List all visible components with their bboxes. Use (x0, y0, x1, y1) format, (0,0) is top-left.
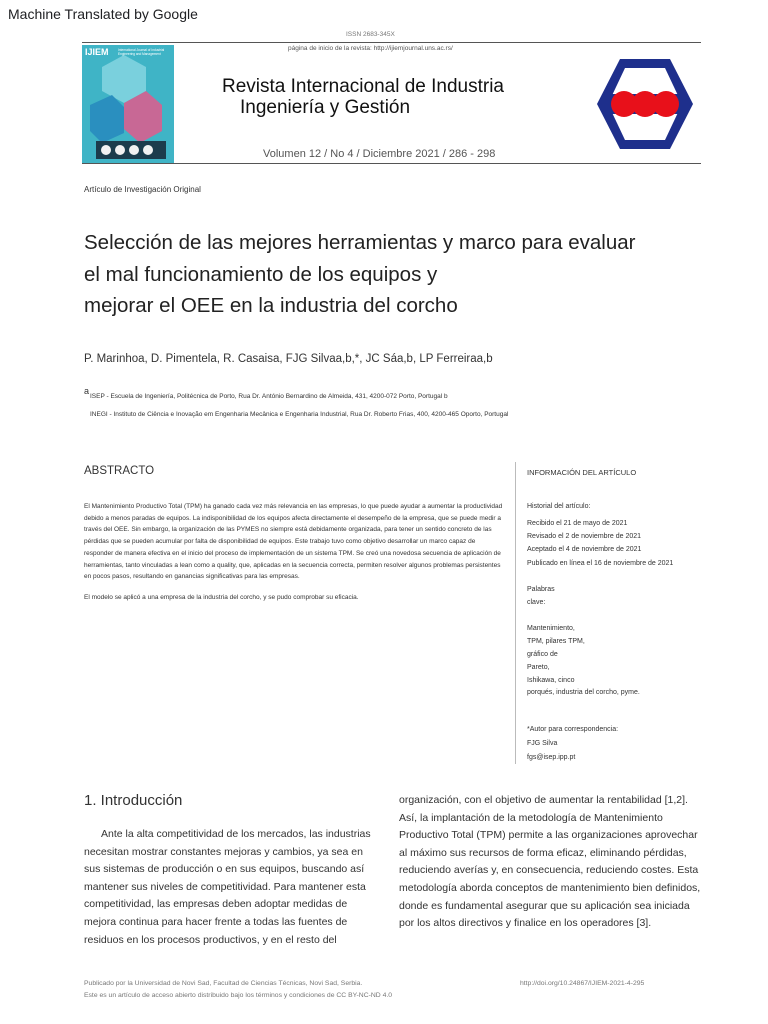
issn: ISSN 2683-345X (346, 31, 395, 38)
title-line: Selección de las mejores herramientas y marco para evaluar (84, 231, 636, 254)
article-title (84, 227, 635, 322)
corresponding-author-label: *Autor para correspondencia: (527, 726, 619, 733)
corresponding-author-email: fgs@isep.ipp.pt (527, 754, 576, 761)
keyword-line: porqués, industria del corcho, pyme. (527, 689, 640, 696)
keywords-label: clave: (527, 599, 546, 606)
accepted-date: Aceptado el 4 de noviembre de 2021 (527, 546, 642, 553)
received-date: Recibido el 21 de mayo de 2021 (527, 520, 628, 527)
online-date: Publicado en línea el 16 de noviembre de 2021 (527, 560, 674, 567)
section-heading-introduction: 1. Introducción (84, 792, 183, 809)
revised-date: Revisado el 2 de noviembre de 2021 (527, 533, 642, 540)
journal-cover-image (82, 45, 174, 163)
history-label: Historial del artículo: (527, 503, 591, 510)
affiliation-marker: a (84, 386, 90, 396)
footer-license: Este es un artículo de acceso abierto distribuido bajo los términos y condiciones de CC BY-NC-ND 4.0 (84, 992, 393, 999)
intro-right-column: organización, con el objetivo de aumentar la rentabilidad [1,2]. Así, la implantación de la metodología de Mantenimiento Productivo Total (TPM) permite a las organizaciones aprovechar al máximo sus recursos de forma eficaz, eliminando pérdidas, reduciendo averías y, en consecuencia, reduciendo costes. Esta metodología aborda conceptos de mantenimiento bien definidos, donde es fundamental asegurar que su aplicación sea iniciada por los altos directivos y finalice en los operadores [3]. (399, 794, 701, 930)
abstract-paragraph: El modelo se aplicó a una empresa de la industria del corcho, y se pudo comprobar su eficacia. (84, 593, 359, 601)
abstract-paragraph: El Mantenimiento Productivo Total (TPM) ha ganado cada vez más relevancia en las empresas, lo que puede ayudar a aumentar la productividad debido a menos paradas de equipos. La indisponibilidad de los equipos afecta directamente el desempeño de la empresa, que se puede medir a través del OEE. Sin embargo, la organización de las PYMES no siempre está debidamente organizada, para tener un sentido concreto de las pérdidas que se pueden acumular por falta de disponibilidad de equipos. Este trabajo tuvo como objetivo desarrollar un marco capaz de responder de manera efectiva en el inicio del proceso de implementación de un sistema TPM. Se creó una novedosa secuencia de aplicación de herramientas, tanto vinculadas a lean como a quality, que, aplicadas en la secuencia correcta, permiten resolver algunos problemas persistentes en pocos pasos, resultando en ganancias significativas para las empresas. (84, 503, 503, 581)
cover-subtitle: International Journal of Industrial Engineering and Management (118, 48, 165, 56)
journal-logo-icon (596, 55, 694, 153)
title-line: mejorar el OEE en la industria del corcho (84, 294, 458, 317)
abstract-heading: ABSTRACTO (84, 465, 155, 477)
keyword-line: gráfico de (527, 651, 558, 658)
cover-logo-text: IJIEM (85, 47, 109, 57)
keyword-line: TPM, pilares TPM, (527, 638, 585, 645)
cover-graphic (82, 45, 174, 163)
journal-title-line1: Revista Internacional de Industria (222, 76, 504, 97)
footer-publisher: Publicado por la Universidad de Novi Sad, Facultad de Ciencias Técnicas, Novi Sad, Serbia. (84, 980, 363, 987)
header-bottom-rule (82, 163, 701, 164)
journal-homepage: página de inicio de la revista: http://ijiemjournal.uns.ac.rs/ (288, 45, 453, 52)
machine-translated-banner: Machine Translated by Google (8, 6, 198, 22)
volume-info: Volumen 12 / No 4 / Diciembre 2021 / 286 - 298 (263, 148, 496, 160)
corresponding-author-name: FJG Silva (527, 740, 558, 747)
article-info-heading: INFORMACIÓN DEL ARTÍCULO (527, 468, 637, 477)
abstract-body (84, 501, 504, 613)
keyword-line: Pareto, (527, 664, 550, 671)
journal-title (222, 76, 504, 118)
affiliation-2: INEGI - Instituto de Ciência e Inovação em Engenharia Mecânica e Engenharia Industrial, Rua Dr. Roberto Frias, 400, 4200-465 Oporto, Portugal (90, 411, 509, 418)
journal-title-line2: Ingeniería y Gestión (240, 97, 411, 118)
keyword-line: Mantenimiento, (527, 625, 575, 632)
keywords-label: Palabras (527, 586, 555, 593)
keyword-line: Ishikawa, cinco (527, 677, 575, 684)
footer-doi-link[interactable]: http://doi.org/10.24867/IJIEM-2021-4-295 (520, 980, 645, 987)
title-line: el mal funcionamiento de los equipos y (84, 262, 438, 286)
article-type: Artículo de Investigación Original (84, 185, 201, 194)
header-top-rule (82, 42, 701, 43)
info-divider (515, 462, 516, 764)
author-list: P. Marinhoa, D. Pimentela, R. Casaisa, FJG Silvaa,b,*, JC Sáa,b, LP Ferreiraa,b (84, 353, 493, 365)
affiliation-1: ISEP - Escuela de Ingeniería, Politécnica de Porto, Rua Dr. António Bernardino de Almeida, 431, 4200-072 Porto, Portugal b (90, 393, 448, 400)
intro-left-column: Ante la alta competitividad de los mercados, las industrias necesitan mostrar constantes mejoras y cambios, ya sea en sus sistemas de producción o en sus equipos, buscando así mantener sus niveles de competitividad. Para mantener esta competitividad, las empresas deben adoptar medidas de mejora continua para hacer frente a todas las fuentes de residuos en los procesos productivos, y en el resto del (84, 828, 371, 946)
